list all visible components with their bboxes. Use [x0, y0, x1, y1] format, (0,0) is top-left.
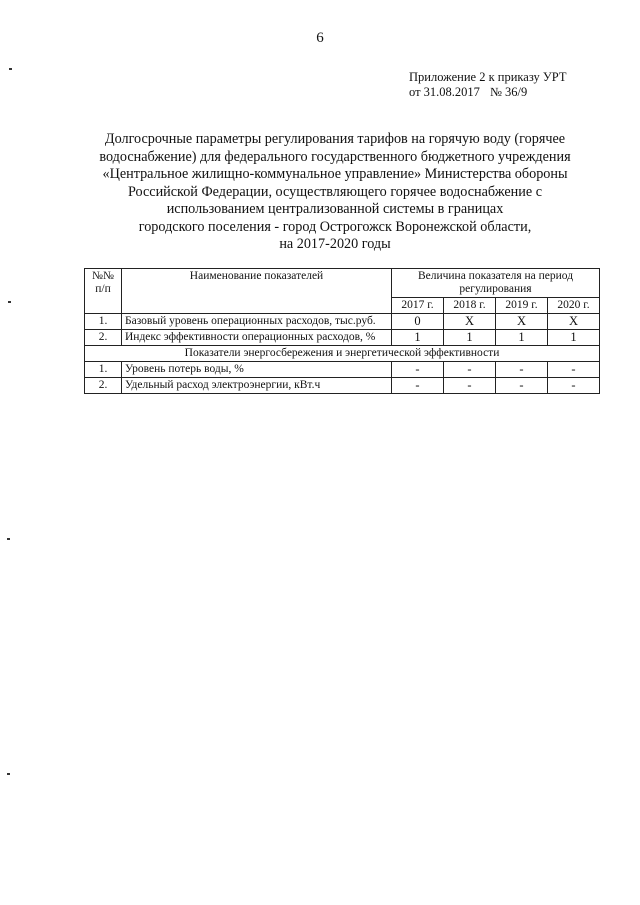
header-year: 2017 г. — [392, 298, 444, 314]
scan-speck — [7, 773, 10, 775]
parameters-table — [84, 268, 600, 394]
row-value: 1 — [444, 330, 496, 346]
title-line: Долгосрочные параметры регулирования тарифов на горячую воду (горячее — [104, 131, 566, 147]
row-value: 1 — [392, 330, 444, 346]
row-value: X — [548, 314, 600, 330]
scan-speck — [7, 538, 10, 540]
row-value: X — [444, 314, 496, 330]
table-row — [85, 378, 600, 394]
row-name: Удельный расход электроэнергии, кВт.ч — [122, 378, 392, 394]
table-header-row — [85, 269, 600, 298]
header-year: 2020 г. — [548, 298, 600, 314]
row-number: 1. — [85, 362, 122, 378]
section-row — [85, 346, 600, 362]
appendix-number: № 36/9 — [489, 85, 528, 99]
row-number: 2. — [85, 330, 122, 346]
row-name: Базовый уровень операционных расходов, тыс.руб. — [122, 314, 392, 330]
appendix-reference — [409, 70, 567, 100]
title-line: «Центральное жилищно-коммунальное управление» Министерства обороны — [102, 166, 568, 182]
header-year: 2018 г. — [444, 298, 496, 314]
row-name: Индекс эффективности операционных расходов, % — [122, 330, 392, 346]
row-value: - — [392, 378, 444, 394]
row-value: - — [548, 378, 600, 394]
document-title — [70, 131, 600, 254]
page-number: 6 — [316, 30, 324, 46]
scan-speck — [9, 68, 12, 70]
header-indicator-name: Наименование показателей — [122, 269, 392, 314]
row-value: 1 — [496, 330, 548, 346]
row-name: Уровень потерь воды, % — [122, 362, 392, 378]
title-line: городского поселения - город Острогожск Воронежской области, — [138, 218, 532, 235]
row-value: - — [496, 378, 548, 394]
row-value: 1 — [548, 330, 600, 346]
header-year: 2019 г. — [496, 298, 548, 314]
appendix-date-line — [409, 85, 567, 100]
title-line: использованием централизованной системы в границах — [166, 201, 504, 217]
scan-speck — [8, 301, 11, 303]
row-value: - — [548, 362, 600, 378]
section-title: Показатели энергосбережения и энергетической эффективности — [85, 346, 600, 362]
title-line: на 2017-2020 годы — [279, 236, 391, 252]
row-value: - — [444, 362, 496, 378]
title-line: Российской Федерации, осуществляющего горячее водоснабжение с — [127, 183, 543, 200]
row-number: 2. — [85, 378, 122, 394]
header-number: №№ п/п — [85, 269, 122, 314]
table-row — [85, 314, 600, 330]
appendix-date: от 31.08.2017 — [409, 85, 480, 99]
row-value: 0 — [392, 314, 444, 330]
header-period-value: Величина показателя на период регулирования — [392, 269, 600, 298]
table-row — [85, 330, 600, 346]
row-value: - — [444, 378, 496, 394]
row-value: - — [496, 362, 548, 378]
row-value: - — [392, 362, 444, 378]
row-value: X — [496, 314, 548, 330]
title-line: водоснабжение) для федерального государственного бюджетного учреждения — [99, 148, 571, 165]
table-row — [85, 362, 600, 378]
appendix-line: Приложение 2 к приказу УРТ — [409, 70, 567, 84]
row-number: 1. — [85, 314, 122, 330]
